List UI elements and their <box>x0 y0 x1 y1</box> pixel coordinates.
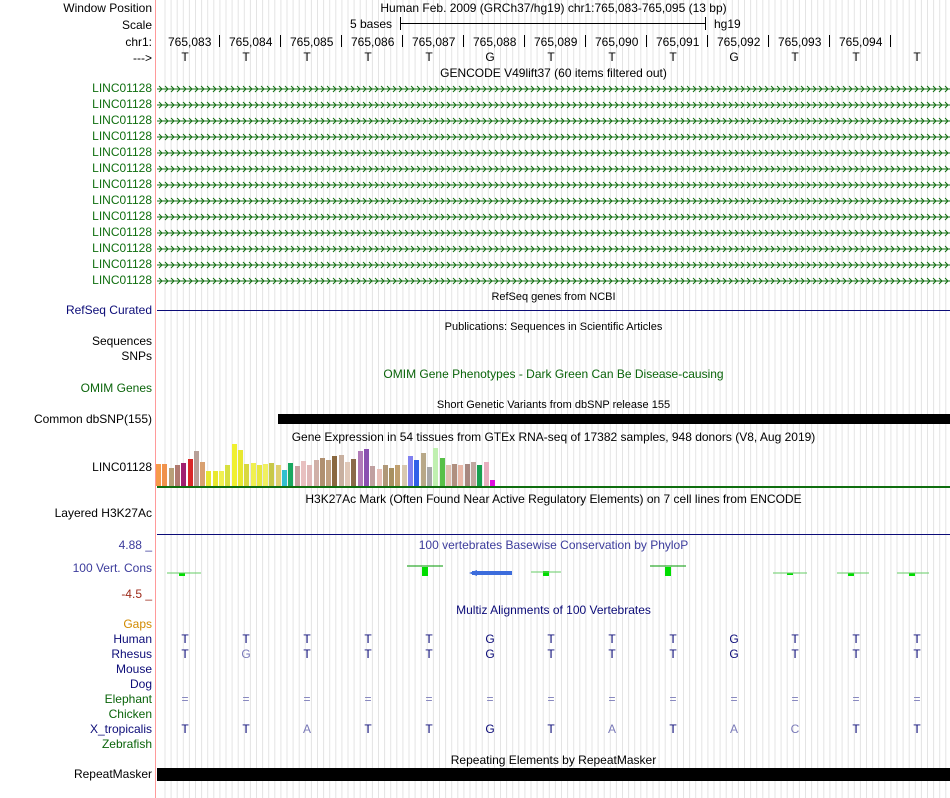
coordinate-tick: 765,093 <box>778 35 822 49</box>
coordinate-tick-mark <box>829 35 830 47</box>
gtex-gene-label[interactable]: LINC01128 <box>92 460 152 474</box>
aligned-base: G <box>241 647 251 661</box>
gtex-tissue-bar[interactable] <box>471 462 476 486</box>
gencode-transcript-line[interactable] <box>157 276 950 286</box>
gencode-item-label[interactable]: LINC01128 <box>92 161 152 175</box>
species-label[interactable]: Mouse <box>115 662 152 676</box>
h3k27ac-track-title[interactable]: H3K27Ac Mark (Often Found Near Active Regulatory Elements) on 7 cell lines from ENCODE <box>305 492 802 506</box>
base-letter: T <box>852 50 860 64</box>
gtex-tissue-bar[interactable] <box>162 464 167 486</box>
scale-bar <box>400 23 706 24</box>
gencode-transcript-line[interactable] <box>157 148 950 158</box>
base-letter: T <box>547 50 555 64</box>
aligned-base: T <box>303 647 311 661</box>
aligned-base: T <box>547 722 555 736</box>
cons-min-label: -4.5 _ <box>121 587 152 601</box>
gtex-tissue-bar[interactable] <box>282 470 287 486</box>
cons-bar <box>665 567 671 576</box>
gtex-tissue-bar[interactable] <box>175 465 180 486</box>
aligned-base: T <box>608 632 616 646</box>
cons-bar <box>422 567 428 576</box>
aligned-base: T <box>242 722 250 736</box>
assembly-label: hg19 <box>714 17 741 31</box>
conservation-plot[interactable] <box>157 560 950 582</box>
aligned-base: T <box>425 722 433 736</box>
gtex-tissue-bar[interactable] <box>169 468 174 486</box>
gencode-item-label[interactable]: LINC01128 <box>92 177 152 191</box>
repeatmasker-bar[interactable] <box>157 768 950 781</box>
aligned-base: = <box>547 692 555 706</box>
gtex-tissue-bar[interactable] <box>219 471 224 486</box>
aligned-base: T <box>364 632 372 646</box>
gtex-tissue-bar[interactable] <box>181 463 186 486</box>
aligned-base: G <box>729 632 739 646</box>
base-letter: T <box>791 50 799 64</box>
gencode-item-label[interactable]: LINC01128 <box>92 193 152 207</box>
gtex-tissue-bar[interactable] <box>383 465 388 486</box>
gencode-item-label[interactable]: LINC01128 <box>92 145 152 159</box>
coordinate-tick-mark <box>463 35 464 47</box>
gtex-tissue-bar[interactable] <box>452 464 457 486</box>
aligned-base: G <box>485 722 495 736</box>
gtex-tissue-bar[interactable] <box>427 467 432 486</box>
h3k27ac-baseline <box>157 534 950 535</box>
gencode-item-label[interactable]: LINC01128 <box>92 257 152 271</box>
coordinate-tick: 765,086 <box>351 35 395 49</box>
gtex-tissue-bar[interactable] <box>257 465 262 486</box>
gtex-tissue-bar[interactable] <box>276 465 281 486</box>
aligned-base: T <box>913 647 921 661</box>
publications-track-title[interactable]: Publications: Sequences in Scientific Articles <box>444 321 663 333</box>
gtex-baseline <box>157 486 950 488</box>
omim-genes-label[interactable]: OMIM Genes <box>80 381 152 395</box>
base-letter: T <box>181 50 189 64</box>
gaps-label: Gaps <box>123 617 152 631</box>
gtex-tissue-bar[interactable] <box>288 463 293 486</box>
aligned-base: = <box>425 692 433 706</box>
aligned-base: T <box>303 632 311 646</box>
gtex-tissue-bar[interactable] <box>408 456 413 486</box>
h3k27ac-label[interactable]: Layered H3K27Ac <box>54 506 152 520</box>
aligned-base: T <box>852 647 860 661</box>
gtex-tissue-bar[interactable] <box>370 466 375 486</box>
aligned-base: = <box>242 692 250 706</box>
aligned-base: = <box>730 692 738 706</box>
aligned-base: A <box>607 722 616 736</box>
coordinate-tick: 765,085 <box>290 35 334 49</box>
gtex-tissue-bar[interactable] <box>320 458 325 486</box>
aligned-base: = <box>669 692 677 706</box>
gencode-transcript-line[interactable] <box>157 260 950 270</box>
species-label[interactable]: Human <box>113 632 152 646</box>
gtex-tissue-bar[interactable] <box>238 450 243 486</box>
repeatmasker-label[interactable]: RepeatMasker <box>73 767 152 781</box>
scale-label: Scale <box>121 18 152 32</box>
gencode-transcript-line[interactable] <box>157 84 950 94</box>
scale-bar-right-tick <box>705 17 706 30</box>
gtex-tissue-bar[interactable] <box>351 459 356 486</box>
aligned-base: T <box>669 647 677 661</box>
dbsnp-bar[interactable] <box>278 414 950 424</box>
aligned-base: T <box>608 647 616 661</box>
base-letter: T <box>303 50 311 64</box>
gencode-transcript-line[interactable] <box>157 132 950 142</box>
cons-max-label: 4.88 _ <box>118 538 152 552</box>
gtex-tissue-bar[interactable] <box>402 465 407 486</box>
omim-track-title[interactable]: OMIM Gene Phenotypes - Dark Green Can Be Disease-causing <box>383 367 724 381</box>
refseq-label[interactable]: RefSeq Curated <box>65 303 152 317</box>
aligned-base: T <box>364 722 372 736</box>
aligned-base: T <box>913 722 921 736</box>
gtex-tissue-bar[interactable] <box>358 451 363 486</box>
coordinate-tick-mark <box>219 35 220 47</box>
base-letter: T <box>242 50 250 64</box>
conservation-track-title[interactable]: 100 vertebrates Basewise Conservation by PhyloP <box>418 538 689 552</box>
aligned-base: T <box>791 647 799 661</box>
coordinate-tick-mark <box>524 35 525 47</box>
aligned-base: = <box>913 692 921 706</box>
aligned-base: = <box>852 692 860 706</box>
gencode-transcript-line[interactable] <box>157 212 950 222</box>
position-text[interactable]: Human Feb. 2009 (GRCh37/hg19) chr1:765,083-765,095 (13 bp) <box>380 1 727 15</box>
aligned-base: T <box>669 632 677 646</box>
coordinate-tick: 765,084 <box>229 35 273 49</box>
gtex-tissue-bar[interactable] <box>200 462 205 486</box>
gtex-tissue-bar[interactable] <box>295 466 300 486</box>
gtex-tissue-bar[interactable] <box>194 451 199 486</box>
coordinate-tick-mark <box>768 35 769 47</box>
gtex-tissue-bar[interactable] <box>446 465 451 486</box>
aligned-base: T <box>852 722 860 736</box>
cons-negative-arrow <box>469 570 512 576</box>
coordinate-tick: 765,088 <box>473 35 517 49</box>
gtex-tissue-bar[interactable] <box>213 471 218 486</box>
gtex-tissue-bar[interactable] <box>251 463 256 486</box>
gencode-transcript-line[interactable] <box>157 164 950 174</box>
coordinate-tick-mark <box>585 35 586 47</box>
coordinate-tick-mark <box>280 35 281 47</box>
species-label[interactable]: Elephant <box>104 692 152 706</box>
aligned-base: T <box>242 632 250 646</box>
aligned-base: T <box>181 647 189 661</box>
aligned-base: T <box>547 632 555 646</box>
gtex-tissue-bar[interactable] <box>433 448 438 486</box>
base-letter: T <box>669 50 677 64</box>
window-position-label: Window Position <box>63 1 152 15</box>
species-label[interactable]: X_tropicalis <box>89 722 152 736</box>
gencode-track-title[interactable]: GENCODE V49lift37 (60 items filtered out) <box>440 66 667 80</box>
gencode-item-label[interactable]: LINC01128 <box>92 113 152 127</box>
base-letter: G <box>485 50 495 64</box>
gtex-tissue-bar[interactable] <box>377 469 382 486</box>
aligned-base: = <box>791 692 799 706</box>
scale-text: 5 bases <box>350 17 393 31</box>
coordinate-tick: 765,089 <box>534 35 578 49</box>
aligned-base: T <box>425 647 433 661</box>
coordinate-tick: 765,090 <box>595 35 639 49</box>
gtex-tissue-bar[interactable] <box>225 465 230 486</box>
aligned-base: A <box>302 722 311 736</box>
gencode-item-label[interactable]: LINC01128 <box>92 209 152 223</box>
coordinate-tick: 765,091 <box>656 35 700 49</box>
gencode-transcript-line[interactable] <box>157 196 950 206</box>
gtex-tissue-bar[interactable] <box>389 468 394 486</box>
refseq-track-title[interactable]: RefSeq genes from NCBI <box>491 291 616 303</box>
gtex-tissue-bar[interactable] <box>263 464 268 486</box>
scale-bar-left-tick <box>400 17 401 30</box>
gencode-transcript-line[interactable] <box>157 116 950 126</box>
aligned-base: T <box>852 632 860 646</box>
aligned-base: T <box>364 647 372 661</box>
coordinate-tick-mark <box>402 35 403 47</box>
aligned-base: T <box>791 632 799 646</box>
aligned-base: = <box>181 692 189 706</box>
coordinate-tick: 765,087 <box>412 35 456 49</box>
gtex-tissue-bar[interactable] <box>465 464 470 486</box>
aligned-base: = <box>303 692 311 706</box>
coordinate-tick-mark <box>646 35 647 47</box>
gtex-tissue-bar[interactable] <box>314 460 319 486</box>
gencode-item-label[interactable]: LINC01128 <box>92 273 152 287</box>
gencode-item-label[interactable]: LINC01128 <box>92 81 152 95</box>
aligned-base: G <box>729 647 739 661</box>
gtex-tissue-bar[interactable] <box>206 471 211 486</box>
gtex-tissue-bar[interactable] <box>395 465 400 486</box>
coordinate-tick: 765,083 <box>168 35 212 49</box>
repeatmasker-track-title[interactable]: Repeating Elements by RepeatMasker <box>450 753 657 767</box>
gtex-tissue-bar[interactable] <box>364 449 369 486</box>
gtex-tissue-bar[interactable] <box>232 444 237 486</box>
gtex-tissue-bar[interactable] <box>339 455 344 487</box>
multiz-track-title[interactable]: Multiz Alignments of 100 Vertebrates <box>456 603 651 617</box>
gencode-item-label[interactable]: LINC01128 <box>92 97 152 111</box>
base-letter: T <box>608 50 616 64</box>
coordinate-tick-mark <box>707 35 708 47</box>
gtex-tissue-bar[interactable] <box>188 459 193 486</box>
common-dbsnp-label[interactable]: Common dbSNP(155) <box>33 412 152 426</box>
gencode-transcript-line[interactable] <box>157 244 950 254</box>
aligned-base: C <box>790 722 800 736</box>
aligned-base: T <box>547 647 555 661</box>
species-label[interactable]: Dog <box>129 677 152 691</box>
gtex-tissue-bar[interactable] <box>421 453 426 486</box>
cons-track-label[interactable]: 100 Vert. Cons <box>72 561 152 575</box>
gtex-tissue-bar[interactable] <box>301 461 306 486</box>
coordinate-tick: 765,094 <box>839 35 883 49</box>
gtex-tissue-bar[interactable] <box>477 465 482 486</box>
snps-label[interactable]: SNPs <box>121 349 152 363</box>
gtex-tissue-bar[interactable] <box>332 456 337 486</box>
species-label[interactable]: Chicken <box>108 707 152 721</box>
gtex-tissue-bar[interactable] <box>458 465 463 486</box>
species-label[interactable]: Zebrafish <box>101 737 152 751</box>
species-label[interactable]: Rhesus <box>111 647 152 661</box>
aligned-base: = <box>486 692 494 706</box>
gtex-tissue-bar[interactable] <box>244 464 249 486</box>
gtex-tissue-bar[interactable] <box>326 460 331 486</box>
sequences-label[interactable]: Sequences <box>91 334 152 348</box>
aligned-base: = <box>364 692 372 706</box>
gtex-tissue-bar[interactable] <box>269 463 274 486</box>
aligned-base: T <box>913 632 921 646</box>
gtex-tissue-bar[interactable] <box>440 458 445 486</box>
gtex-expression-chart[interactable] <box>156 444 536 486</box>
gencode-transcript-line[interactable] <box>157 100 950 110</box>
aligned-base: T <box>181 722 189 736</box>
base-letter: T <box>364 50 372 64</box>
strand-arrow-label: ---> <box>133 51 152 65</box>
chr-label: chr1: <box>125 35 152 49</box>
gencode-transcript-line[interactable] <box>157 228 950 238</box>
aligned-base: A <box>729 722 738 736</box>
aligned-base: T <box>669 722 677 736</box>
coordinate-tick-mark <box>341 35 342 47</box>
gtex-tissue-bar[interactable] <box>414 460 419 486</box>
aligned-base: = <box>608 692 616 706</box>
base-letter: G <box>729 50 739 64</box>
coordinate-tick-mark <box>890 35 891 47</box>
aligned-base: T <box>181 632 189 646</box>
gtex-tissue-bar[interactable] <box>345 462 350 486</box>
base-letter: T <box>425 50 433 64</box>
gtex-tissue-bar[interactable] <box>484 462 489 486</box>
aligned-base: T <box>425 632 433 646</box>
aligned-base: G <box>485 632 495 646</box>
gtex-track-title[interactable]: Gene Expression in 54 tissues from GTEx RNA-seq of 17382 samples, 948 donors (V8, Aug 2019) <box>291 430 816 444</box>
coordinate-tick: 765,092 <box>717 35 761 49</box>
gencode-item-label[interactable]: LINC01128 <box>92 129 152 143</box>
aligned-base: G <box>485 647 495 661</box>
gencode-item-label[interactable]: LINC01128 <box>92 241 152 255</box>
gencode-item-label[interactable]: LINC01128 <box>92 225 152 239</box>
refseq-line[interactable] <box>157 310 950 311</box>
base-letter: T <box>913 50 921 64</box>
dbsnp-track-title[interactable]: Short Genetic Variants from dbSNP release 155 <box>436 399 671 411</box>
gtex-tissue-bar[interactable] <box>307 465 312 486</box>
gtex-tissue-bar[interactable] <box>156 464 161 486</box>
gencode-transcript-line[interactable] <box>157 180 950 190</box>
